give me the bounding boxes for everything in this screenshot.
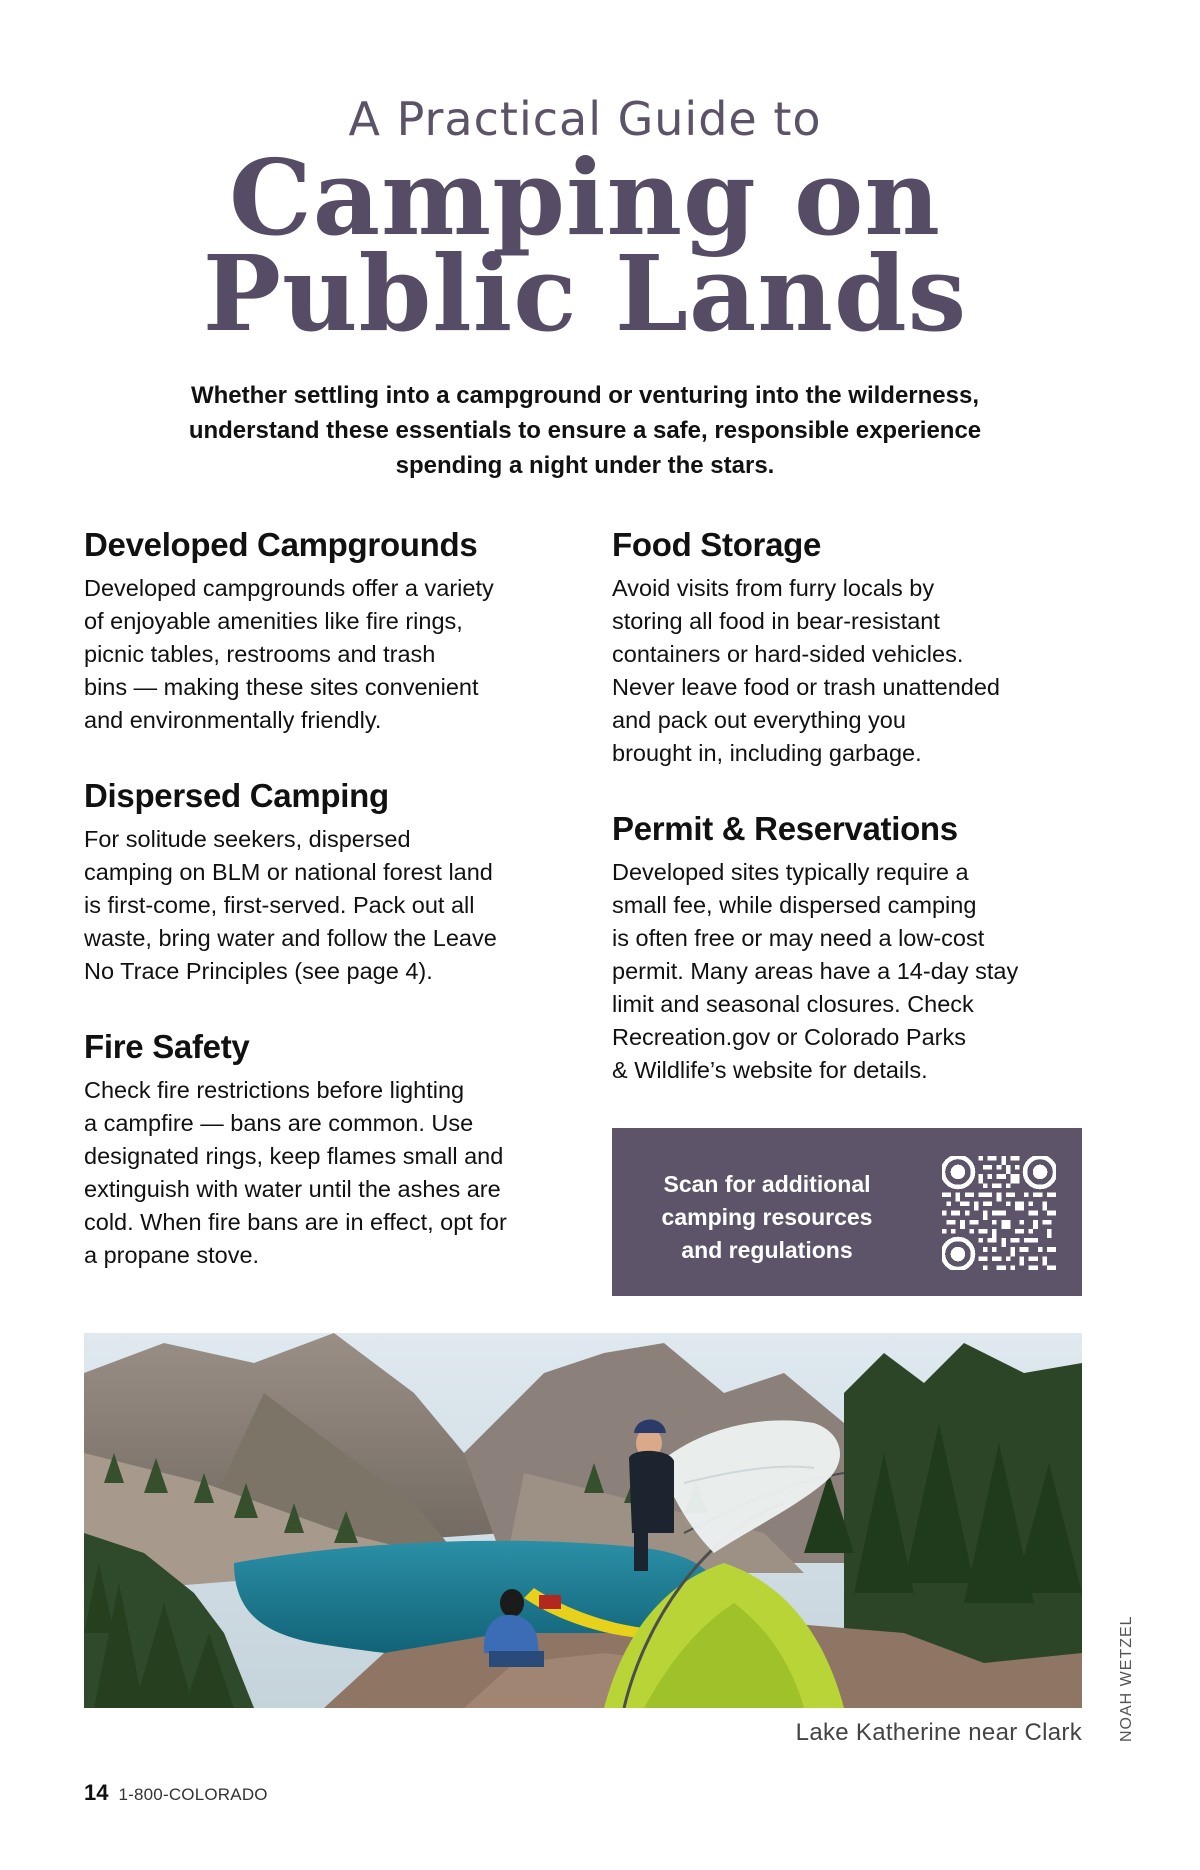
body-line: extinguish with water until the ashes are	[84, 1176, 501, 1202]
body-line: No Trace Principles (see page 4).	[84, 958, 433, 984]
body-line: cold. When fire bans are in effect, opt for	[84, 1209, 507, 1235]
section-body	[84, 1074, 564, 1272]
body-line: is often free or may need a low-cost	[612, 925, 985, 951]
body-line: a propane stove.	[84, 1242, 260, 1268]
body-line: containers or hard-sided vehicles.	[612, 641, 964, 667]
section-food-storage	[612, 522, 1092, 770]
body-line: is first-come, first-served. Pack out all	[84, 892, 475, 918]
page-kicker: A Practical Guide to	[348, 92, 822, 146]
section-heading: Food Storage	[612, 526, 822, 563]
body-line: and environmentally friendly.	[84, 707, 382, 733]
section-body	[84, 823, 564, 988]
body-line: a campfire — bans are common. Use	[84, 1110, 474, 1136]
photo-credit: NOAH WETZEL	[1118, 1615, 1135, 1742]
section-body	[612, 572, 1092, 770]
section-body	[612, 856, 1092, 1087]
section-body	[84, 572, 564, 737]
qr-text-line: camping resources	[661, 1204, 873, 1230]
body-line: of enjoyable amenities like fire rings,	[84, 608, 463, 634]
intro-line: Whether settling into a campground or venturing into the wilderness,	[190, 382, 980, 409]
body-line: camping on BLM or national forest land	[84, 859, 493, 885]
body-line: Avoid visits from furry locals by	[612, 575, 935, 601]
qr-callout-box	[612, 1128, 1082, 1296]
qr-text-line: and regulations	[681, 1237, 853, 1263]
page-number: 14	[84, 1780, 109, 1805]
left-column	[84, 522, 564, 1272]
page-footer	[84, 1780, 268, 1806]
title-line-2: Public Lands	[202, 232, 968, 355]
title-line-1: Camping on	[229, 136, 941, 259]
body-line: Developed sites typically require a	[612, 859, 969, 885]
body-line: Recreation.gov or Colorado Parks	[612, 1024, 966, 1050]
qr-text-line: Scan for additional	[663, 1171, 871, 1197]
body-line: & Wildlife’s website for details.	[612, 1057, 928, 1083]
body-line: bins — making these sites convenient	[84, 674, 479, 700]
body-line: designated rings, keep flames small and	[84, 1143, 504, 1169]
qr-callout-text	[652, 1168, 882, 1267]
section-heading: Developed Campgrounds	[84, 526, 478, 563]
section-heading: Dispersed Camping	[84, 777, 389, 814]
intro-paragraph	[120, 378, 1050, 483]
photo-caption: Lake Katherine near Clark	[795, 1719, 1082, 1746]
body-line: small fee, while dispersed camping	[612, 892, 977, 918]
body-line: For solitude seekers, dispersed	[84, 826, 411, 852]
body-line: permit. Many areas have a 14-day stay	[612, 958, 1019, 984]
page-title	[0, 136, 1170, 355]
intro-line: understand these essentials to ensure a safe, responsible experience	[188, 417, 982, 444]
intro-line: spending a night under the stars.	[395, 452, 775, 479]
body-line: and pack out everything you	[612, 707, 906, 733]
section-heading: Fire Safety	[84, 1028, 250, 1065]
section-permit-reservations	[612, 806, 1092, 1087]
body-line: waste, bring water and follow the Leave	[84, 925, 497, 951]
section-fire-safety	[84, 1024, 564, 1272]
qr-code-icon[interactable]	[942, 1156, 1056, 1270]
lake-mountain-illustration	[84, 1333, 1082, 1708]
body-line: Developed campgrounds offer a variety	[84, 575, 494, 601]
body-line: storing all food in bear-resistant	[612, 608, 940, 634]
footer-phone: 1-800-COLORADO	[118, 1785, 268, 1804]
body-line: brought in, including garbage.	[612, 740, 922, 766]
body-line: picnic tables, restrooms and trash	[84, 641, 436, 667]
section-heading: Permit & Reservations	[612, 810, 958, 847]
body-line: limit and seasonal closures. Check	[612, 991, 974, 1017]
campsite-photo	[84, 1333, 1082, 1708]
right-column	[612, 522, 1092, 1087]
body-line: Check fire restrictions before lighting	[84, 1077, 465, 1103]
body-line: Never leave food or trash unattended	[612, 674, 1001, 700]
section-dispersed-camping	[84, 773, 564, 988]
section-developed-campgrounds	[84, 522, 564, 737]
